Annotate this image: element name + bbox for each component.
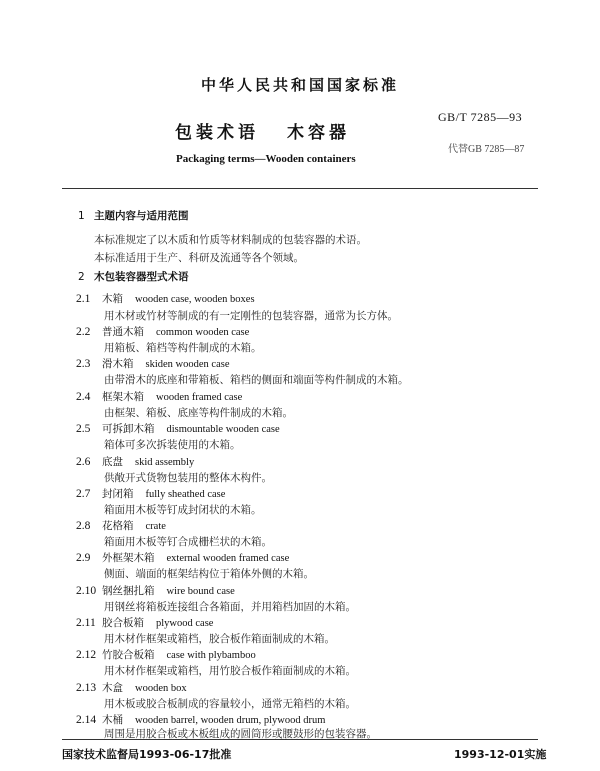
replaces-standard: 代替GB 7285—87 [448, 144, 525, 155]
term-2-14-definition: 周围是用胶合板或木板组成的圆筒形或腰鼓形的包装容器。 [104, 728, 377, 740]
national-standard-heading: 中华人民共和国国家标准 [200, 76, 399, 94]
approval-info: 国家技术监督局1993-06-17批准 [62, 748, 232, 761]
header-divider [62, 188, 538, 189]
document-title-cn [175, 118, 350, 143]
document-title-en: Packaging terms—Wooden containers [176, 153, 356, 165]
term-2-3-definition: 由带滑木的底座和带箱板、箱档的侧面和端面等构件制成的木箱。 [104, 374, 409, 386]
term-2-5-definition: 箱体可多次拆装使用的木箱。 [104, 439, 241, 451]
term-en: skiden wooden case [145, 359, 230, 370]
term-2-4-definition: 由框架、箱板、底座等构件制成的木箱。 [104, 407, 293, 419]
term-2-12-definition: 用木材作框架或箱档，用竹胶合板作箱面制成的木箱。 [104, 665, 356, 677]
term-number: 2.3 [76, 358, 91, 370]
term-cn: 木盒 [102, 682, 123, 694]
term-cn: 底盘 [102, 456, 123, 468]
term-number: 2.14 [76, 714, 97, 726]
term-cn: 普通木箱 [102, 326, 144, 338]
term-cn: 可拆卸木箱 [102, 423, 155, 435]
term-en: crate [145, 521, 166, 532]
term-cn: 框架木箱 [102, 391, 144, 403]
term-2-11 [76, 615, 213, 630]
term-2-8-definition: 箱面用木板等钉合成栅栏状的木箱。 [104, 536, 272, 548]
term-number: 2.5 [76, 423, 91, 435]
term-2-14 [76, 712, 325, 727]
term-number: 2.10 [76, 585, 97, 597]
term-2-7-definition: 箱面用木板等钉成封闭状的木箱。 [104, 504, 262, 516]
term-en: case with plybamboo [166, 650, 256, 661]
term-en: wooden framed case [156, 392, 243, 403]
term-en: skid assembly [135, 457, 195, 468]
term-2-6 [76, 454, 194, 469]
term-number: 2.11 [76, 617, 96, 629]
title-cn-left: 包装术语 [175, 123, 259, 143]
term-cn: 木箱 [102, 293, 123, 305]
term-2-2 [76, 324, 249, 339]
term-en: wire bound case [166, 586, 235, 597]
term-en: dismountable wooden case [166, 424, 280, 435]
term-en: common wooden case [156, 327, 250, 338]
term-2-1-definition: 用木材或竹材等制成的有一定刚性的包装容器，通常为长方体。 [104, 310, 398, 322]
term-cn: 胶合板箱 [102, 617, 144, 629]
term-cn: 竹胶合板箱 [102, 649, 155, 661]
term-number: 2.1 [76, 293, 91, 305]
term-2-13 [76, 680, 187, 695]
term-number: 2.13 [76, 682, 97, 694]
term-2-7 [76, 486, 225, 501]
term-cn: 外框架木箱 [102, 552, 155, 564]
term-number: 2.12 [76, 649, 97, 661]
term-number: 2.4 [76, 391, 91, 403]
term-number: 2.8 [76, 520, 91, 532]
section-1-paragraph-1: 本标准规定了以木质和竹质等材料制成的包装容器的术语。 [94, 234, 367, 246]
term-cn: 滑木箱 [102, 358, 134, 370]
term-2-6-definition: 供敞开式货物包装用的整体木构件。 [104, 472, 272, 484]
term-2-5 [76, 421, 280, 436]
term-2-12 [76, 647, 256, 662]
term-cn: 木桶 [102, 714, 123, 726]
term-number: 2.7 [76, 488, 91, 500]
section-2-heading [78, 269, 189, 284]
term-en: wooden box [135, 683, 187, 694]
term-2-8 [76, 518, 166, 533]
term-en: wooden barrel, wooden drum, plywood drum [135, 715, 326, 726]
section-1-number: 1 [78, 210, 85, 222]
section-1-heading [78, 208, 189, 223]
term-en: wooden case, wooden boxes [135, 294, 255, 305]
term-en: plywood case [156, 618, 214, 629]
term-2-1 [76, 291, 255, 306]
term-number: 2.6 [76, 456, 91, 468]
term-2-2-definition: 用箱板、箱档等构件制成的木箱。 [104, 342, 262, 354]
section-1-paragraph-2: 本标准适用于生产、科研及流通等各个领域。 [94, 252, 304, 264]
term-2-9 [76, 550, 289, 565]
section-2-number: 2 [78, 271, 85, 283]
footer-divider [62, 739, 538, 740]
term-en: fully sheathed case [145, 489, 226, 500]
standard-number: GB/T 7285—93 [438, 110, 523, 124]
title-cn-right: 木容器 [287, 123, 350, 143]
term-2-3 [76, 356, 229, 371]
section-2-title: 木包装容器型式术语 [94, 271, 189, 283]
term-cn: 花格箱 [102, 520, 134, 532]
section-1-title: 主题内容与适用范围 [94, 210, 189, 222]
term-cn: 钢丝捆扎箱 [102, 585, 155, 597]
term-2-13-definition: 用木板或胶合板制成的容量较小，通常无箱档的木箱。 [104, 698, 356, 710]
term-2-10-definition: 用钢丝将箱板连接组合各箱面，并用箱档加固的木箱。 [104, 601, 356, 613]
term-number: 2.2 [76, 326, 91, 338]
term-number: 2.9 [76, 552, 91, 564]
term-2-4 [76, 389, 242, 404]
term-2-11-definition: 用木材作框架或箱档，胶合板作箱面制成的木箱。 [104, 633, 335, 645]
term-2-10 [76, 583, 235, 598]
term-cn: 封闭箱 [102, 488, 134, 500]
term-en: external wooden framed case [166, 553, 290, 564]
term-2-9-definition: 侧面、端面的框架结构位于箱体外侧的木箱。 [104, 568, 314, 580]
implementation-date: 1993-12-01实施 [454, 748, 547, 761]
